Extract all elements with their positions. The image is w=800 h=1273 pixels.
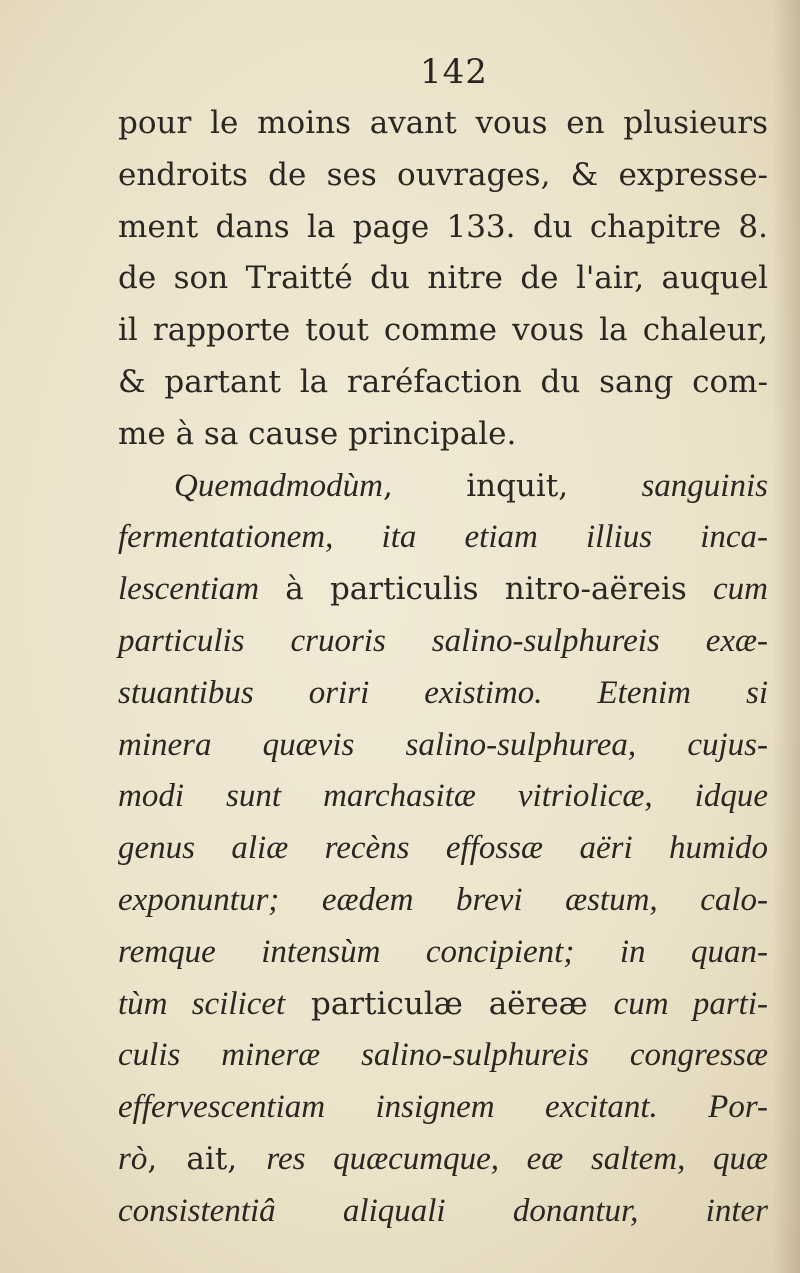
italic-segment: genus aliæ recèns effossæ aëri humido [118,830,768,867]
text-line [118,875,768,927]
roman-segment: il rapporte tout comme vous la chaleur, [118,312,768,349]
italic-segment: rò [118,1140,148,1177]
italic-segment: minera quævis salino-sulphurea, cujus- [118,726,768,763]
body-text [118,98,768,1238]
italic-segment: res quæcumque, eæ saltem, quæ [266,1140,768,1177]
italic-segment: cum [713,571,768,608]
text-line [118,253,768,305]
text-line [118,771,768,823]
italic-segment: consistentiâ aliquali donantur, inter [118,1192,768,1229]
roman-segment: endroits de ses ouvrages, & expresse- [118,156,768,193]
text-line [118,927,768,979]
italic-segment: effervescentiam insignem excitant. Por- [118,1089,768,1126]
text-line [118,1134,768,1186]
roman-segment: & partant la raréfaction du sang com- [118,363,768,400]
italic-segment: fermentationem, ita etiam illius inca- [118,519,768,556]
italic-segment: remque intensùm concipient; in quan- [118,933,768,970]
roman-segment: particulæ aëreæ [285,985,614,1022]
page-number: 142 [420,52,488,92]
text-line [118,305,768,357]
text-line [118,720,768,772]
text-line [118,150,768,202]
text-line [118,461,768,513]
roman-segment: à particulis nitro-aëreis [259,571,714,608]
text-line [118,1186,768,1238]
page-fold-shadow [772,0,800,1273]
text-line [118,202,768,254]
text-line [118,979,768,1031]
italic-segment: culis mineræ salino-sulphureis congressæ [118,1037,768,1074]
text-line [118,1030,768,1082]
italic-segment: cum parti- [613,985,768,1022]
italic-segment: stuantibus oriri existimo. Etenim si [118,674,768,711]
italic-segment: sanguinis [641,467,768,504]
italic-segment: tùm scilicet [118,985,286,1022]
roman-segment: pour le moins avant vous en plusieurs [118,105,768,141]
text-line [118,98,768,150]
roman-segment: ment dans la page 133. du chapitre 8. [118,208,768,245]
text-line [118,512,768,564]
italic-segment: exponuntur; eædem brevi æstum, calo- [118,881,768,918]
text-line [118,409,768,461]
text-line [118,357,768,409]
text-line [118,616,768,668]
italic-segment: particulis cruoris salino-sulphureis exæ- [118,622,768,659]
text-line [118,668,768,720]
italic-segment: Quemadmodùm [174,467,383,504]
roman-segment: , ait, [147,1140,267,1177]
text-line [118,1082,768,1134]
text-line [118,564,768,616]
text-line [118,823,768,875]
italic-segment: modi sunt marchasitæ vitriolicæ, idque [118,778,768,815]
roman-segment: , inquit, [382,467,642,504]
roman-segment: de son Traitté du nitre de l'air, auquel [118,260,768,297]
roman-segment: me à sa cause principale. [118,415,517,452]
italic-segment: lescentiam [118,571,260,608]
